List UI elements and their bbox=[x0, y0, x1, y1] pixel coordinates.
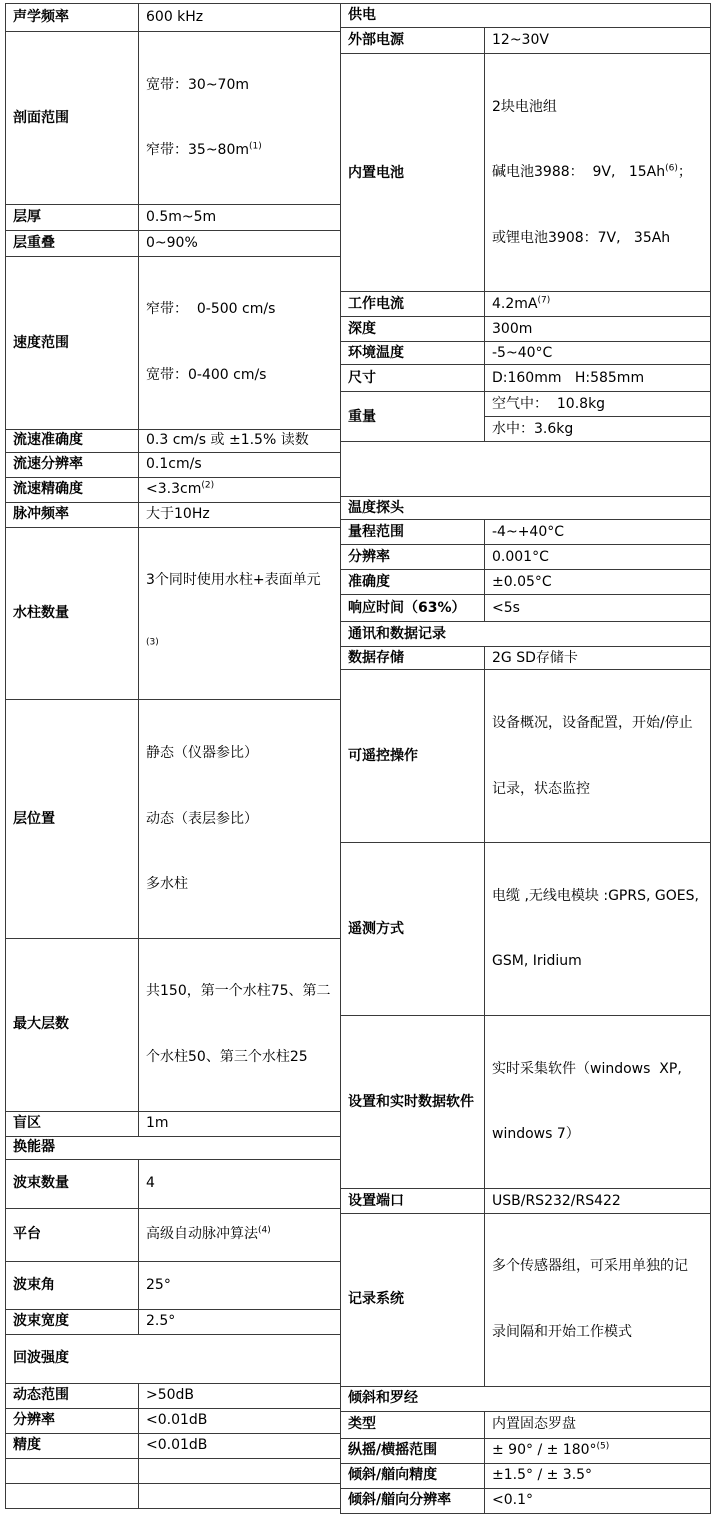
row-dynamic-range bbox=[6, 1383, 342, 1408]
row-velocity-accuracy bbox=[6, 429, 342, 452]
spec-label: 设置和实时数据软件 bbox=[341, 1015, 485, 1188]
row-beam-count bbox=[6, 1159, 342, 1208]
value-line bbox=[492, 160, 704, 185]
section-comms-and-recording bbox=[341, 622, 711, 647]
spec-label: 纵摇/横摇范围 bbox=[341, 1438, 485, 1463]
row-velocity-range bbox=[6, 256, 342, 429]
row-tilt-heading-resolution bbox=[341, 1488, 711, 1513]
spec-label: 重量 bbox=[341, 392, 485, 442]
row-ambient-temperature bbox=[341, 342, 711, 365]
spec-value: 300m bbox=[485, 317, 711, 342]
row-setup-port bbox=[341, 1188, 711, 1213]
value-line bbox=[146, 138, 335, 163]
spec-label: 尺寸 bbox=[341, 365, 485, 392]
value-text: ± 90° / ± 180° bbox=[492, 1442, 597, 1459]
row-beam-angle bbox=[6, 1261, 342, 1309]
row-data-storage bbox=[341, 647, 711, 670]
spec-label: 层重叠 bbox=[6, 230, 139, 256]
spec-value: ±0.05°C bbox=[485, 570, 711, 595]
spec-label: 最大层数 bbox=[6, 938, 139, 1111]
row-cell-overlap bbox=[6, 230, 342, 256]
spec-label: 分辨率 bbox=[341, 545, 485, 570]
row-resolution bbox=[6, 1408, 342, 1433]
spec-label: 类型 bbox=[341, 1411, 485, 1438]
spec-value: 12~30V bbox=[485, 28, 711, 54]
row-pitch-roll-range bbox=[341, 1438, 711, 1463]
spec-label: 遥测方式 bbox=[341, 843, 485, 1016]
spec-label: 响应时间（63%） bbox=[341, 595, 485, 622]
spec-label: 动态范围 bbox=[6, 1383, 139, 1408]
spec-value: 水中：3.6kg bbox=[485, 417, 711, 442]
value-line: 个水柱50、第三个水柱25 bbox=[146, 1048, 308, 1065]
spec-value bbox=[485, 1213, 711, 1386]
row-profile-range bbox=[6, 32, 342, 205]
row-temp-accuracy bbox=[341, 570, 711, 595]
value-text: 4.2mA bbox=[492, 296, 538, 313]
empty-row bbox=[341, 442, 711, 497]
footnote-sup: (4) bbox=[258, 1225, 271, 1236]
spec-value bbox=[485, 292, 711, 317]
spec-table-left bbox=[5, 3, 342, 1509]
value-text: 高级自动脉冲算法 bbox=[146, 1226, 258, 1243]
row-tilt-heading-accuracy bbox=[341, 1463, 711, 1488]
spec-value: 25° bbox=[139, 1261, 342, 1309]
section-header: 温度探头 bbox=[341, 497, 711, 520]
spec-label: 流速分辨率 bbox=[6, 452, 139, 477]
spec-label: 深度 bbox=[341, 317, 485, 342]
spec-table-right bbox=[340, 3, 711, 1514]
row-recording-system bbox=[341, 1213, 711, 1386]
spec-label: 层厚 bbox=[6, 204, 139, 230]
value-line bbox=[146, 634, 335, 659]
spec-value bbox=[485, 1438, 711, 1463]
spec-label: 外部电源 bbox=[341, 28, 485, 54]
empty-cell bbox=[139, 1483, 342, 1508]
row-cell-position bbox=[6, 700, 342, 938]
row-water-column-count bbox=[6, 527, 342, 700]
spec-label: 量程范围 bbox=[341, 520, 485, 545]
spec-value: 2.5° bbox=[139, 1309, 342, 1334]
value-line: 宽带：30~70m bbox=[146, 76, 249, 93]
footnote-sup: (7) bbox=[537, 295, 551, 306]
spec-label: 记录系统 bbox=[341, 1213, 485, 1386]
spec-label: 工作电流 bbox=[341, 292, 485, 317]
spec-label: 可遥控操作 bbox=[341, 670, 485, 843]
row-compass-type bbox=[341, 1411, 711, 1438]
spec-label: 数据存储 bbox=[341, 647, 485, 670]
footnote-sup: (6) bbox=[665, 163, 678, 174]
footnote-sup: (5) bbox=[596, 1441, 610, 1452]
spec-label: 盲区 bbox=[6, 1111, 139, 1136]
row-max-cells bbox=[6, 938, 342, 1111]
empty-cell bbox=[6, 1483, 139, 1508]
row-external-power bbox=[341, 28, 711, 54]
spec-value: 内置固态罗盘 bbox=[485, 1411, 711, 1438]
row-velocity-precision bbox=[6, 477, 342, 502]
spec-value bbox=[139, 1208, 342, 1261]
empty-cell bbox=[6, 1458, 139, 1483]
value-text: 碱电池3988： 9V, 15Ah bbox=[492, 164, 666, 181]
empty-row bbox=[6, 1483, 342, 1508]
spec-value: 0~90% bbox=[139, 230, 342, 256]
row-response-time bbox=[341, 595, 711, 622]
row-dimensions bbox=[341, 365, 711, 392]
spec-label: 分辨率 bbox=[6, 1408, 139, 1433]
value-line: 或锂电池3908：7V, 35Ah bbox=[492, 229, 671, 246]
spec-label: 倾斜/艏向分辨率 bbox=[341, 1488, 485, 1513]
section-power-supply bbox=[341, 4, 711, 28]
value-line: 2块电池组 bbox=[492, 98, 557, 115]
spec-value bbox=[485, 843, 711, 1016]
spec-label: 准确度 bbox=[341, 570, 485, 595]
row-depth bbox=[341, 317, 711, 342]
row-pulse-frequency bbox=[6, 502, 342, 527]
section-tilt-and-compass bbox=[341, 1386, 711, 1411]
footnote-sup: (2) bbox=[201, 480, 215, 491]
section-temperature-probe bbox=[341, 497, 711, 520]
spec-value: -5~40°C bbox=[485, 342, 711, 365]
value-line: windows 7） bbox=[492, 1126, 580, 1143]
spec-value: 2G SD存储卡 bbox=[485, 647, 711, 670]
row-precision bbox=[6, 1433, 342, 1458]
empty-row bbox=[6, 1458, 342, 1483]
spec-value bbox=[139, 477, 342, 502]
value-line: 动态（表层参比） bbox=[146, 810, 258, 827]
row-blind-zone bbox=[6, 1111, 342, 1136]
value-line: 电缆 ,无线电模块 :GPRS, GOES, bbox=[492, 887, 699, 904]
spec-label: 波束角 bbox=[6, 1261, 139, 1309]
value-line: 设备概况，设备配置，开始/停止 bbox=[492, 714, 693, 731]
empty-cell bbox=[341, 442, 711, 497]
row-weight-air bbox=[341, 392, 711, 417]
row-setup-software bbox=[341, 1015, 711, 1188]
row-beam-width bbox=[6, 1309, 342, 1334]
value-line: 录间隔和开始工作模式 bbox=[492, 1323, 632, 1340]
value-line: 共150，第一个水柱75、第二 bbox=[146, 983, 331, 1000]
spec-label: 流速准确度 bbox=[6, 429, 139, 452]
value-line: 静态（仪器参比） bbox=[146, 744, 258, 761]
spec-value bbox=[485, 1015, 711, 1188]
value-line: 多水柱 bbox=[146, 876, 188, 893]
row-operating-current bbox=[341, 292, 711, 317]
spec-value: 600 kHz bbox=[139, 4, 342, 32]
spec-value: 0.5m~5m bbox=[139, 204, 342, 230]
row-remote-operation bbox=[341, 670, 711, 843]
section-echo-intensity bbox=[6, 1334, 342, 1383]
spec-label: 层位置 bbox=[6, 700, 139, 938]
spec-value: -4~+40°C bbox=[485, 520, 711, 545]
spec-value: ±1.5° / ± 3.5° bbox=[485, 1463, 711, 1488]
spec-value: <5s bbox=[485, 595, 711, 622]
spec-label: 平台 bbox=[6, 1208, 139, 1261]
spec-value: 空气中： 10.8kg bbox=[485, 392, 711, 417]
empty-cell bbox=[139, 1458, 342, 1483]
value-line: GSM, Iridium bbox=[492, 953, 582, 970]
value-line: 记录，状态监控 bbox=[492, 780, 590, 797]
spec-value: 4 bbox=[139, 1159, 342, 1208]
spec-value bbox=[139, 32, 342, 205]
spec-value bbox=[485, 670, 711, 843]
section-transducer bbox=[6, 1136, 342, 1159]
spec-label: 精度 bbox=[6, 1433, 139, 1458]
spec-value: <0.01dB bbox=[139, 1433, 342, 1458]
value-text: 窄带：35~80m bbox=[146, 142, 249, 159]
spec-value: 0.001°C bbox=[485, 545, 711, 570]
spec-label: 倾斜/艏向精度 bbox=[341, 1463, 485, 1488]
spec-value: 大于10Hz bbox=[139, 502, 342, 527]
spec-label: 环境温度 bbox=[341, 342, 485, 365]
section-header: 换能器 bbox=[6, 1136, 342, 1159]
row-measure-range bbox=[341, 520, 711, 545]
spec-value bbox=[139, 527, 342, 700]
row-platform bbox=[6, 1208, 342, 1261]
value-line: 多个传感器组，可采用单独的记 bbox=[492, 1258, 688, 1275]
row-cell-size bbox=[6, 204, 342, 230]
spec-value: <0.01dB bbox=[139, 1408, 342, 1433]
spec-label: 声学频率 bbox=[6, 4, 139, 32]
spec-label: 内置电池 bbox=[341, 54, 485, 292]
spec-value: 0.1cm/s bbox=[139, 452, 342, 477]
spec-label: 波束数量 bbox=[6, 1159, 139, 1208]
value-line: 窄带： 0-500 cm/s bbox=[146, 301, 276, 318]
value-line: 实时采集软件（windows XP, bbox=[492, 1060, 682, 1077]
row-temp-resolution bbox=[341, 545, 711, 570]
row-telemetry bbox=[341, 843, 711, 1016]
spec-value: 1m bbox=[139, 1111, 342, 1136]
spec-value: USB/RS232/RS422 bbox=[485, 1188, 711, 1213]
spec-label: 脉冲频率 bbox=[6, 502, 139, 527]
spec-label: 流速精确度 bbox=[6, 477, 139, 502]
row-velocity-resolution bbox=[6, 452, 342, 477]
footnote-sup: (3) bbox=[146, 637, 159, 648]
value-line: 宽带：0-400 cm/s bbox=[146, 366, 267, 383]
spec-value bbox=[485, 54, 711, 292]
spec-value bbox=[139, 700, 342, 938]
value-text: <3.3cm bbox=[146, 481, 202, 498]
spec-label: 速度范围 bbox=[6, 256, 139, 429]
row-acoustic-frequency bbox=[6, 4, 342, 32]
footnote-sup: (1) bbox=[249, 141, 262, 152]
spec-label: 波束宽度 bbox=[6, 1309, 139, 1334]
spec-value: >50dB bbox=[139, 1383, 342, 1408]
section-header: 回波强度 bbox=[6, 1334, 342, 1383]
row-internal-battery bbox=[341, 54, 711, 292]
spec-label: 水柱数量 bbox=[6, 527, 139, 700]
value-text: ； bbox=[677, 164, 692, 181]
spec-value: <0.1° bbox=[485, 1488, 711, 1513]
spec-value bbox=[139, 938, 342, 1111]
section-header: 倾斜和罗经 bbox=[341, 1386, 711, 1411]
spec-label: 剖面范围 bbox=[6, 32, 139, 205]
spec-value: D:160mm H:585mm bbox=[485, 365, 711, 392]
section-header: 通讯和数据记录 bbox=[341, 622, 711, 647]
spec-value: 0.3 cm/s 或 ±1.5% 读数 bbox=[139, 429, 342, 452]
spec-label: 设置端口 bbox=[341, 1188, 485, 1213]
section-header: 供电 bbox=[341, 4, 711, 28]
value-line: 3个同时使用水柱+表面单元 bbox=[146, 572, 321, 589]
spec-value bbox=[139, 256, 342, 429]
